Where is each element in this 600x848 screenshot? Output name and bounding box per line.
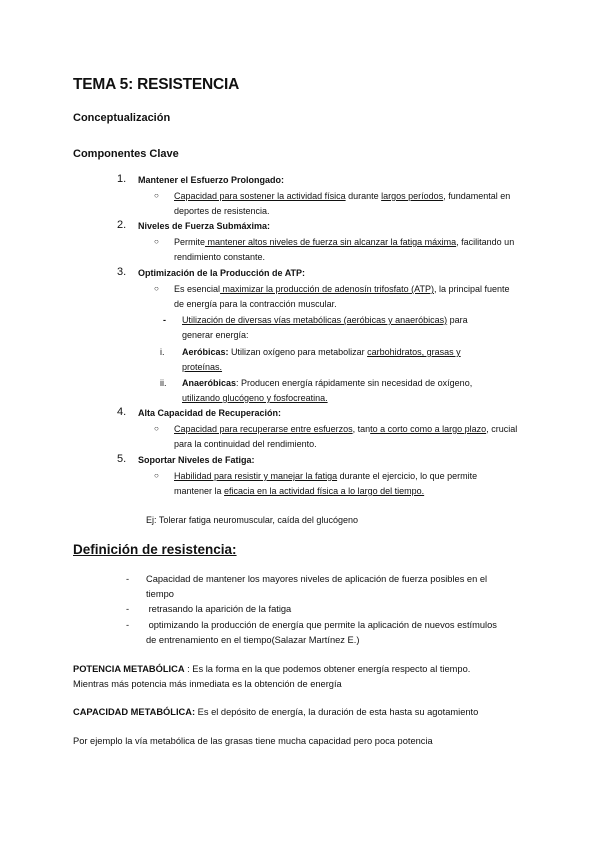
example-final-text: Por ejemplo la vía metabólica de las grasas tiene mucha capacidad pero poca potencia: [73, 736, 433, 746]
sub-item-text: utilizando glucógeno y fosfocreatina.: [182, 393, 328, 403]
list-number: 2.: [117, 219, 127, 231]
item-heading: Alta Capacidad de Recuperación:: [138, 408, 282, 418]
sub-item-text: proteínas.: [182, 362, 223, 372]
definition-text: Capacidad de mantener los mayores niveles de aplicación de fuerza posibles en el: [146, 574, 488, 584]
heading-definicion: Definición de resistencia:: [73, 542, 237, 557]
circle-bullet-icon: ○: [154, 237, 159, 246]
circle-bullet-icon: ○: [154, 191, 159, 200]
dash-bullet: -: [126, 574, 130, 584]
sub-item-text: Aeróbicas: Utilizan oxígeno para metabolizar carbohidratos, grasas y: [182, 347, 461, 357]
list-number: 5.: [117, 453, 127, 465]
item-text: Capacidad para sostener la actividad física durante largos períodos, fundamental en: [174, 191, 511, 201]
item-text: Capacidad para recuperarse entre esfuerzos, tanto a corto como a largo plazo, crucial: [174, 424, 518, 434]
capacidad-text: CAPACIDAD METABÓLICA: Es el depósito de energía, la duración de esta hasta su agotamiento: [73, 707, 479, 717]
potencia-text: POTENCIA METABÓLICA : Es la forma en la que podemos obtener energía respecto al tiempo.: [73, 664, 471, 674]
page-title: TEMA 5: RESISTENCIA: [73, 76, 240, 93]
dash-bullet: -: [126, 604, 130, 614]
sub-item-text: Anaeróbicas: Producen energía rápidamente sin necesidad de oxígeno,: [182, 378, 473, 388]
item-heading: Mantener el Esfuerzo Prolongado:: [138, 175, 285, 185]
definition-text: optimizando la producción de energía que permite la aplicación de nuevos estímulos: [146, 620, 497, 630]
dash-bullet: -: [126, 620, 130, 630]
heading-componentes: Componentes Clave: [73, 148, 179, 160]
definition-text: retrasando la aparición de la fatiga: [146, 604, 292, 614]
definition-text: de entrenamiento en el tiempo(Salazar Martínez E.): [146, 635, 360, 645]
sub-item-text: Utilización de diversas vías metabólicas (aeróbicas y anaeróbicas) para: [182, 315, 468, 325]
item-text: deportes de resistencia.: [174, 206, 270, 216]
circle-bullet-icon: ○: [154, 471, 159, 480]
item-text: de energía para la contracción muscular.: [174, 299, 337, 309]
item-text: Es esencial maximizar la producción de adenosín trifosfato (ATP), la principal fuente: [174, 284, 510, 294]
roman-numeral: i.: [160, 347, 165, 357]
circle-bullet-icon: ○: [154, 284, 159, 293]
item-text: para la continuidad del rendimiento.: [174, 439, 317, 449]
roman-numeral: ii.: [160, 378, 167, 388]
item-text: Permite mantener altos niveles de fuerza sin alcanzar la fatiga máxima, facilitando un: [174, 237, 515, 247]
item-text: rendimiento constante.: [174, 252, 266, 262]
dash-bullet: -: [163, 315, 166, 325]
item-text: mantener la eficacia en la actividad física a lo largo del tiempo.: [174, 486, 425, 496]
circle-bullet-icon: ○: [154, 424, 159, 433]
potencia-text: Mientras más potencia más inmediata es la obtención de energía: [73, 679, 342, 689]
item-heading: Soportar Niveles de Fatiga:: [138, 455, 255, 465]
example-text: Ej: Tolerar fatiga neuromuscular, caída del glucógeno: [146, 515, 358, 525]
item-text: Habilidad para resistir y manejar la fatiga durante el ejercicio, lo que permite: [174, 471, 478, 481]
item-heading: Optimización de la Producción de ATP:: [138, 268, 306, 278]
heading-conceptualizacion: Conceptualización: [73, 112, 171, 124]
definition-text: tiempo: [146, 589, 174, 599]
sub-item-text: generar energía:: [182, 330, 249, 340]
list-number: 3.: [117, 266, 127, 278]
item-heading: Niveles de Fuerza Submáxima:: [138, 221, 271, 231]
list-number: 1.: [117, 173, 127, 185]
list-number: 4.: [117, 406, 127, 418]
